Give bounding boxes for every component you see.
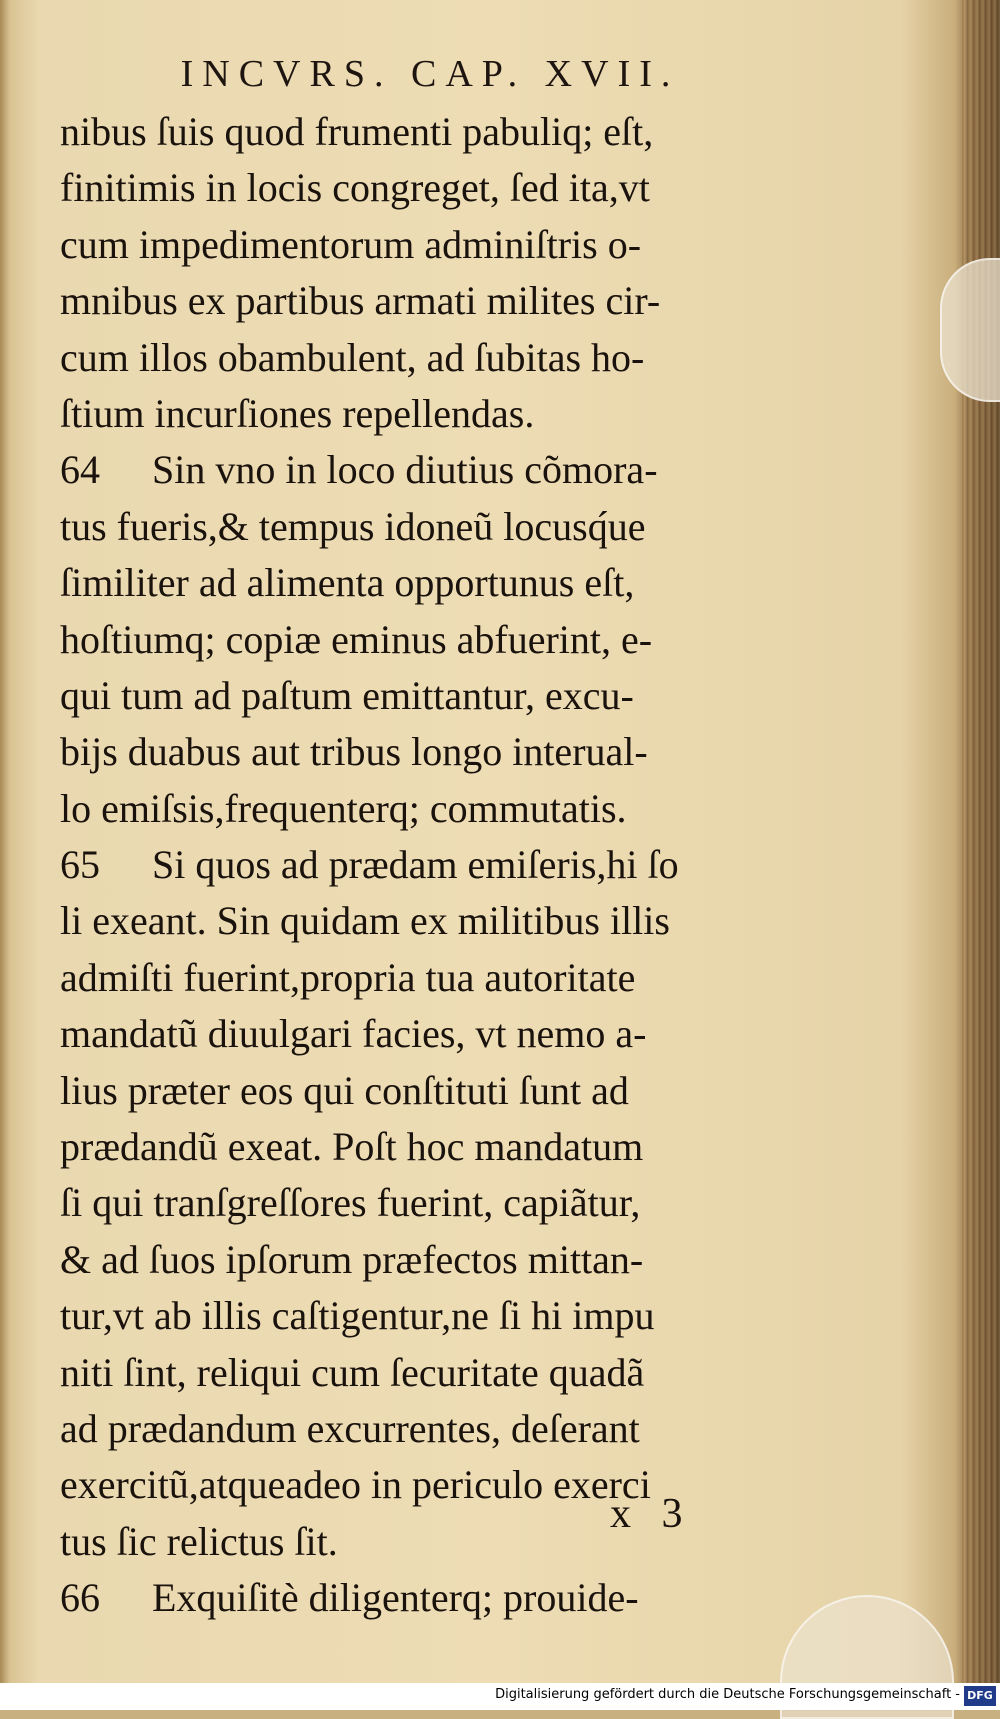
text-line: cum illos obambulent, ad ſubitas ho- (60, 334, 645, 380)
text-line: niti ſint, reliqui cum ſecuritate quadã (60, 1349, 645, 1395)
text-line (60, 837, 780, 893)
text-line (60, 1570, 780, 1626)
text-line: admiſti fuerint,propria tua autoritate (60, 954, 636, 1000)
paragraph-number: 64 (60, 447, 100, 493)
paragraph-65 (60, 837, 780, 1570)
text-line-content: Exquiſitè diligenterq; prouide- (152, 1575, 639, 1621)
book-page-edges (962, 0, 1000, 1710)
text-line: tus ſic relictus ſit. (60, 1518, 338, 1564)
text-line: ſimiliter ad alimenta opportunus eſt, (60, 560, 635, 606)
paragraph-66 (60, 1570, 780, 1626)
text-line: tur,vt ab illis caſtigentur,ne ſi hi impu (60, 1293, 655, 1339)
page-clip-tab (940, 258, 1000, 402)
paragraph-number: 65 (60, 842, 100, 888)
paragraph-64 (60, 442, 780, 837)
text-line: finitimis in locis congreget, ſed ita,vt (60, 165, 650, 211)
text-line: ad prædandum excurrentes, deſerant (60, 1405, 640, 1451)
text-line: cum impedimentorum adminiſtris o- (60, 221, 642, 267)
paragraph-continuation (60, 104, 780, 442)
paragraph-number: 66 (60, 1575, 100, 1621)
text-line-content: Sin vno in loco diutius cõmora- (152, 447, 658, 493)
dfg-logo: DFG (964, 1686, 996, 1706)
body-text (60, 104, 780, 1627)
text-line: nibus ſuis quod frumenti pabuliq; eſt, (60, 109, 654, 154)
text-line: qui tum ad paſtum emittantur, excu- (60, 672, 634, 718)
text-line: hoſtiumq; copiæ eminus abfuerint, e- (60, 616, 653, 662)
text-line: & ad ſuos ipſorum præfectos mittan- (60, 1236, 644, 1282)
text-line (60, 442, 780, 498)
running-head: INCVRS. CAP. XVII. (180, 53, 680, 95)
text-line: prædandũ exeat. Poſt hoc mandatum (60, 1124, 644, 1170)
text-line: ſtium incurſiones repellendas. (60, 390, 535, 436)
digitization-footer (0, 1683, 1000, 1710)
text-line-content: Si quos ad prædam emiſeris,hi ſo (152, 842, 679, 888)
text-line: li exeant. Sin quidam ex militibus illis (60, 898, 670, 944)
text-line: lius præter eos qui conſtituti ſunt ad (60, 1067, 629, 1113)
text-line: ſi qui tranſgreſſores fuerint, capiãtur, (60, 1180, 641, 1226)
text-line: lo emiſsis,frequenterq; commutatis. (60, 785, 627, 831)
text-line: tus fueris,& tempus idoneũ locusq́ue (60, 503, 646, 549)
text-line: bijs duabus aut tribus longo interual- (60, 729, 648, 775)
text-line: mandatũ diuulgari facies, vt nemo a- (60, 1011, 647, 1057)
text-line: mnibus ex partibus armati milites cir- (60, 278, 661, 324)
signature-mark: x 3 (610, 1491, 693, 1537)
text-line: exercitũ,atqueadeo in periculo exerci (60, 1462, 651, 1508)
footer-credit: Digitalisierung gefördert durch die Deutsche Forschungsgemeinschaft - (495, 1687, 960, 1702)
